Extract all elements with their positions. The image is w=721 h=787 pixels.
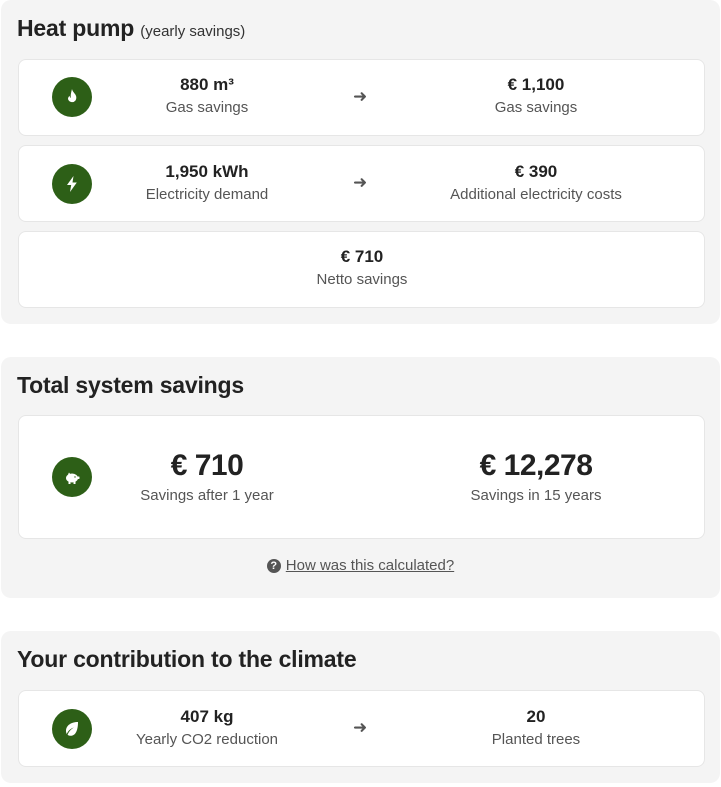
climate-card xyxy=(18,690,705,767)
question-circle-icon: ? xyxy=(267,559,281,573)
savings-year15-block xyxy=(406,449,666,506)
co2-reduction-value: 407 kg xyxy=(180,707,234,726)
electricity-demand-label: Electricity demand xyxy=(145,186,269,203)
savings-year15-value: € 12,278 xyxy=(479,449,593,482)
heat-pump-subtitle: (yearly savings) xyxy=(140,23,246,40)
gas-money-label: Gas savings xyxy=(494,99,578,116)
gas-volume-value: 880 m³ xyxy=(180,75,234,94)
savings-year1-block xyxy=(77,449,337,506)
climate-title: Your contribution to the climate xyxy=(17,646,357,672)
gas-volume-label: Gas savings xyxy=(165,99,249,116)
electricity-cost-block xyxy=(406,162,666,205)
heat-pump-section xyxy=(1,0,720,324)
gas-savings-card xyxy=(18,59,705,136)
electricity-demand-block xyxy=(77,162,337,205)
savings-year1-value: € 710 xyxy=(170,449,244,482)
planted-trees-block xyxy=(406,707,666,750)
total-savings-card xyxy=(18,415,705,539)
heat-pump-title: Heat pump (yearly savings) xyxy=(17,15,246,41)
electricity-cost-label: Additional electricity costs xyxy=(450,186,622,203)
climate-section xyxy=(1,631,720,783)
net-savings-value: € 710 xyxy=(340,247,384,266)
total-savings-section xyxy=(1,357,720,598)
planted-trees-label: Planted trees xyxy=(491,731,581,748)
planted-trees-value: 20 xyxy=(526,707,546,726)
electricity-demand-value: 1,950 kWh xyxy=(165,162,249,181)
calculation-help-link-text[interactable]: How was this calculated? xyxy=(285,557,455,574)
co2-reduction-block xyxy=(77,707,337,750)
electricity-card xyxy=(18,145,705,222)
arrow-right-icon: ➜ xyxy=(353,173,368,192)
savings-year1-label: Savings after 1 year xyxy=(140,487,274,504)
total-savings-title: Total system savings xyxy=(17,372,244,398)
arrow-right-icon: ➜ xyxy=(353,718,368,737)
calculation-help-link[interactable] xyxy=(1,557,720,574)
net-savings-label: Netto savings xyxy=(316,271,408,288)
arrow-right-icon: ➜ xyxy=(353,87,368,106)
net-savings-card xyxy=(18,231,705,308)
savings-year15-label: Savings in 15 years xyxy=(470,487,602,504)
gas-money-value: € 1,100 xyxy=(507,75,565,94)
co2-reduction-label: Yearly CO2 reduction xyxy=(135,731,279,748)
gas-money-block xyxy=(406,75,666,118)
electricity-cost-value: € 390 xyxy=(514,162,558,181)
gas-volume-block xyxy=(77,75,337,118)
net-savings-block xyxy=(232,247,492,290)
